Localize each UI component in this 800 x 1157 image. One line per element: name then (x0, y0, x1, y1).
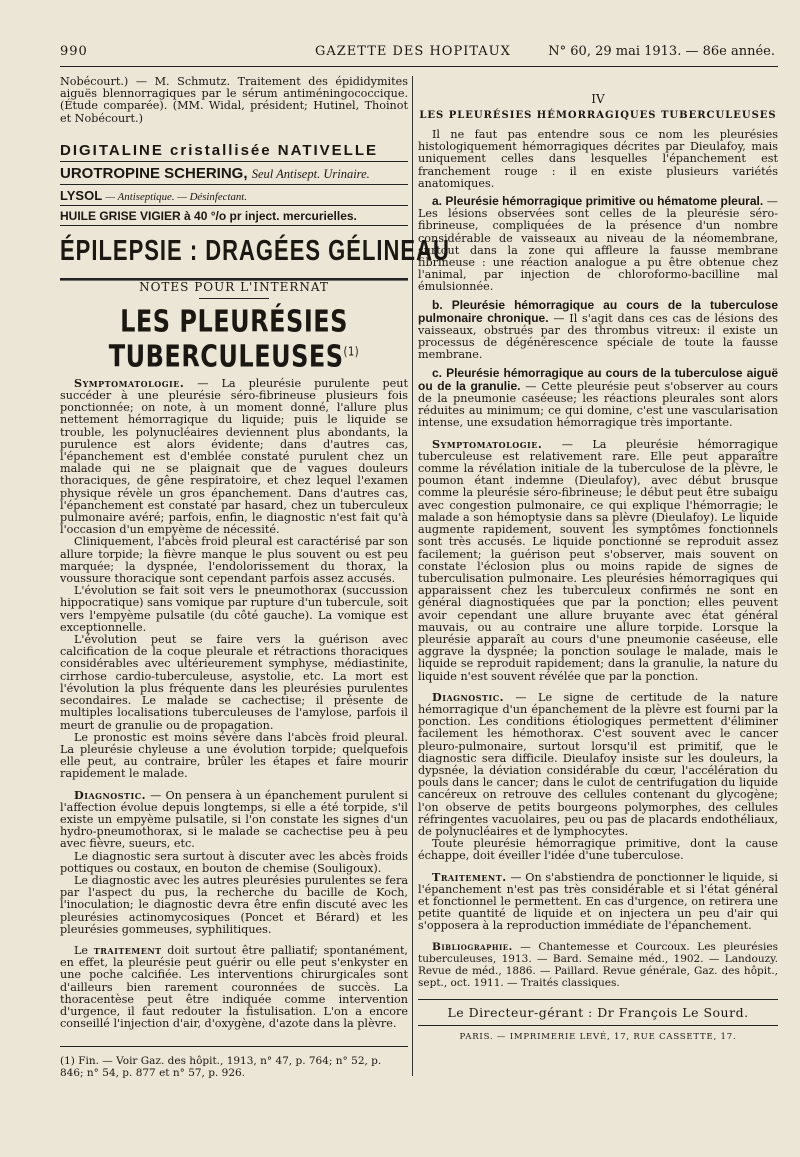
director-line: Le Directeur-gérant : Dr François Le Sourd. (418, 999, 778, 1026)
paragraph-abces-froids: Le diagnostic sera surtout à discuter avec les abcès froids pottiques ou costaux, en bouton de chemise (Souligoux). (60, 849, 408, 875)
article-title: LES PLEURÉSIES TUBERCULEUSES$^{(1)}$ (108, 303, 360, 374)
paragraph-intro: Il ne faut pas entendre sous ce nom les pleurésies histologiquement hémorragiques décrites par Dieulafoy, mais uniquement celles dans lesquelles l'épanchement est franchement rouge : il en existe plusieurs variétés anatomiques. (418, 128, 778, 190)
paragraph-variety-a: a. Pleurésie hémorragique primitive ou hématome pleural. — Les lésions observées sont celles de la pleurésie séro-fibrineuse, compliquées de la présence d'un nombre considérable de vaisseaux au niveau de la néomembrane, surtout dans la zone qui affleure la fausse membrane fibrineuse : une réaction analogue a pu être obtenue chez l'animal, par injection de chloroformo-bacilline mal émulsionnée. (418, 194, 778, 294)
paragraph-autres-pleuresies: Le diagnostic avec les autres pleurésies purulentes se fera par l'aspect du pus, la recherche du bacille de Koch, l'inoculation; le diagnostic devra être enfin discuté avec les pleurésies actinomycosiques (Poncet et Bérard) et les pleurésies gommeuses, syphilitiques. (60, 873, 408, 936)
right-column (418, 76, 778, 1042)
ad-digitaline: DIGITALINE cristallisée NATIVELLE (60, 139, 408, 162)
paragraph-diagnostic-hem: Diagnostic. — Le signe de certitude de la nature hémorragique d'un épanchement de la plèvre est fourni par la ponction. Les conditions étiologiques permettent d'éliminer facilement les hémothorax. C'est souvent avec le cancer pleuro-pulmonaire, surtout lorsqu'il est primitif, que le diagnostic sera difficile. Dieulafoy insiste sur les douleurs, la dypsnée, la déviation considérable du cœur, l'accélération du pouls dans le cancer; dans le culot de centrifugation du liquide cancéreux on retrouve des cellules contenant du glycogène; l'on observe de petits bourgeons polymorphes, des cellules réfringentes vacuolaires, peu ou pas de placards endothéliaux, de polynucléaires et de lymphocytes. (418, 689, 778, 838)
paragraph-traitement: Le traitement doit surtout être palliatif; spontanément, en effet, la pleurésie peut guérir ou elle peut s'enkyster en une poche calcifiée. Les interventions chirurgicales sont d'ailleurs bien rarement couronnées de succès. La thoracentèse peut être indiquée comme intervention d'urgence, il faut redouter la fistulisation. L'on a encore conseillé l'injection d'air, d'oxygène, d'azote dans la plèvre. (60, 942, 408, 1031)
paragraph-clinique: Cliniquement, l'abcès froid pleural est caractérisé par son allure torpide; la fièvre manque le plus souvent ou est peu marquée; la dyspnée, l'endolorissement du thorax, la voussure thoracique sont cependant parfois assez accusés. (60, 535, 408, 586)
title-rule (199, 298, 269, 299)
paragraph-symptomatologie: Symptomatologie. — La pleurésie purulente peut succéder à une pleurésie séro-fibrineuse plusieurs fois ponctionnée; on note, à un moment donné, l'allure plus nettement hémorragique du liquide; puis le liquide se trouble, les polynucléaires deviennent plus abondants, la purulence est alors évidente; dans d'autres cas, l'épanchement est d'emblée constaté purulent chez un malade qui ne se plaignait que de vagues douleurs thoraciques, de gêne respiratoire, et chez lequel l'examen physique révèle un gros épanchement. Dans d'autres cas, l'épanchement est constaté par hasard, chez un tuberculeux pulmonaire avéré; parfois, enfin, le diagnostic n'est fait qu'à l'occasion d'un empyème de nécessité. (60, 375, 408, 537)
notes-heading: NOTES POUR L'INTERNAT (139, 279, 329, 294)
ad-lysol: LYSOL — Antiseptique. — Désinfectant. (60, 185, 408, 206)
paragraph-diagnostic: Diagnostic. — On pensera à un épanchement purulent si l'affection évolue depuis longtemps, si elle a été torpide, s'il existe un empyème pulsatile, si l'on constate les signes d'un hydro-pneumothorax, si le malade se cachectise peu à peu avec fièvre, sueurs, etc. (60, 787, 408, 851)
paragraph-guerison: L'évolution peut se faire vers la guérison avec calcification de la coque pleurale et rétractions thoraciques considérables avec ultérieurement symphyse, médiastinite, cirrhose cardio-tuberculeuse, asystolie, etc. La mort est l'évolution la plus fréquente dans les pleurésies purulentes secondaires. Le malade se cachectise; il présente de multiples localisations tuberculeuses de l'amylose, parfois il meurt de granulie ou de propagation. (60, 633, 408, 732)
page-header (60, 44, 775, 64)
paragraph-tuberculose: Toute pleurésie hémorragique primitive, dont la cause échappe, doit éveiller l'idée d'une tuberculose. (418, 837, 778, 863)
printer-line: PARIS. — IMPRIMERIE LEVÉ, 17, RUE CASSETTE, 17. (459, 1032, 737, 1043)
journal-title: GAZETTE DES HOPITAUX (315, 44, 511, 59)
issue-info: N° 60, 29 mai 1913. — 86e année. (548, 44, 775, 59)
column-separator (412, 76, 413, 1076)
section-title: LES PLEURÉSIES HÉMORRAGIQUES TUBERCULEUSES (419, 110, 777, 121)
bibliography: Bibliographie. — Chantemesse et Courcoux. Les pleurésies tuberculeuses, 1913. — Bard. Semaine méd., 1902. — Landouzy. Revue de méd., 1886. — Paillard. Revue générale, Gaz. des hôpit., sept., oct. 1911. — Traités classiques. (418, 940, 778, 989)
section-number: IV (591, 92, 605, 106)
footnote: (1) Fin. — Voir Gaz. des hôpit., 1913, n° 47, p. 764; n° 52, p. 846; n° 54, p. 877 et n° 57, p. 926. (60, 1046, 408, 1079)
ad-urotropine: UROTROPINE SCHERING, Seul Antisept. Urinaire. (60, 162, 408, 185)
page-number: 990 (60, 44, 88, 59)
paragraph-pronostic: Le pronostic est moins sévère dans l'abcès froid pleural. La pleurésie chyleuse a une évolution torpide; quelquefois elle peut, au contraire, brûler les étapes et faire mourir rapidement le malade. (60, 730, 408, 781)
ad-huile-grise: HUILE GRISE VIGIER à 40 °/o pr inject. mercurielles. (60, 206, 408, 226)
ad-epilepsie: ÉPILEPSIE : DRAGÉES GÉLINEAU (60, 226, 408, 281)
paragraph-traitement-hem: Traitement. — On s'abstiendra de ponctionner le liquide, si l'épanchement n'est pas très considérable et si l'état général et fonctionnel le permettent. En cas d'urgence, on retirera une petite quantité de liquide et on injectera un peu d'air qui s'opposera à la reproduction immédiate de l'épanchement. (418, 869, 778, 933)
header-rule (60, 66, 778, 67)
paragraph-evolution: L'évolution se fait soit vers le pneumothorax (succussion hippocratique) sans vomique par rupture d'un tubercule, soit vers l'empyème pulsatile (du côté gauche). La vomique est exceptionnelle. (60, 584, 408, 634)
paragraph-variety-c: c. Pleurésie hémorragique au cours de la tuberculose aiguë ou de la granulie. — Cette pleurésie peut s'observer au cours de la pneumonie caséeuse; les réactions pleurales sont alors réduites au minimum; ce qui domine, c'est une vascularisation intense, une exsudation hémorragique très importante. (418, 365, 778, 430)
advertisement-block (60, 139, 450, 268)
left-column (60, 75, 450, 1080)
paragraph-variety-b: b. Pleurésie hémorragique au cours de la tuberculose pulmonaire chronique. — Il s'agit dans ces cas de lésions des vaisseaux, obstrués par des thrombus vitreux: il existe un processus de dégénérescence spéciale de toute la fausse membrane. (418, 297, 778, 362)
thesis-note: Nobécourt.) — M. Schmutz. Traitement des épididymites aiguës blennorragiques par le sérum antiméningococcique. (Étude comparée). (MM. Widal, président; Hutinel, Thoinot et Nobécourt.) (60, 75, 408, 125)
paragraph-symptomatologie-hem: Symptomatologie. — La pleurésie hémorragique tuberculeuse est relativement rare. Elle peut apparaître comme la révélation initiale de la tuberculose de la plèvre, le poumon étant indemne (Dieulafoy), avec début brusque comme la pleurésie séro-fibrineuse; le début peut être subaigu avec congestion pulmonaire, ce qui explique l'hémorragie; le malade a son hémoptysie dans sa plèvre (Dieulafoy). Le liquide augmente rapidement, souvent les symptômes fonctionnels sont très accusés. Le liquide ponctionné se reproduit assez facilement; la guérison peut s'observer, mais souvent on constate l'éclosion plus ou moins rapide de signes de tuberculisation pulmonaire. Les pleurésies hémorragiques qui apparaissent chez les tuberculeux confirmés ne sont en général diagnostiquées que par la ponction; elles peuvent avoir cependant une allure bruyante avec état général mauvais, ou au contraire une allure torpide. Lorsque la pleurésie apparaît au cours d'une pneumonie caséeuse, elle aggrave la dyspnée; la ponction soulage le malade, mais le liquide se reproduit rapidement; dans la granulie, la nature du liquide n'est souvent révélée que par la ponction. (418, 436, 778, 683)
